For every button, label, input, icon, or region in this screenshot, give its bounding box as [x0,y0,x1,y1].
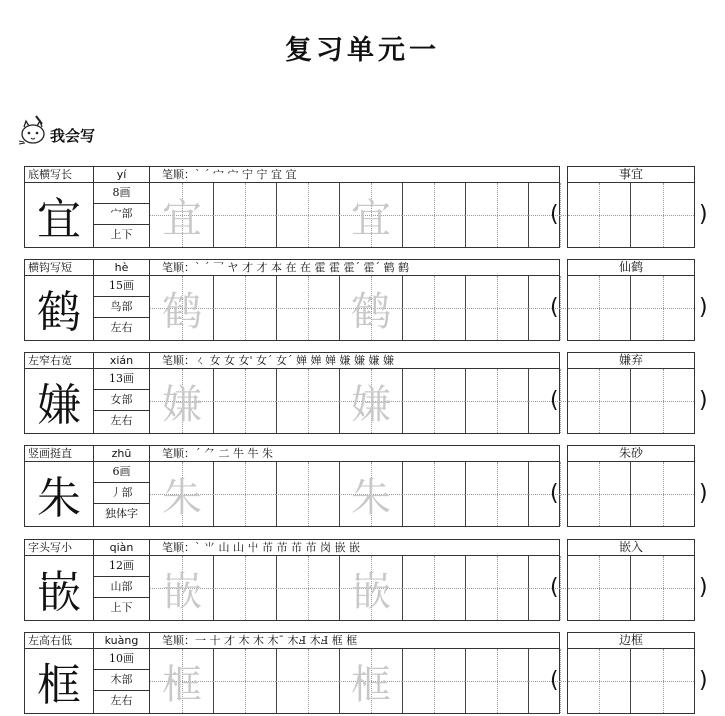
stroke-order-prefix: 笔顺： [162,168,195,181]
practice-square[interactable] [213,369,277,433]
cat-pencil-icon [18,114,48,148]
word-square[interactable] [631,183,694,247]
pinyin: zhū [93,445,150,462]
practice-square[interactable] [339,462,403,526]
word-label: 嫌弃 [567,352,695,369]
trace-character: 框 [351,661,391,708]
stroke-order-prefix: 笔顺： [162,261,195,274]
section-label: 我会写 [50,127,96,145]
radical: 丿部 [93,482,150,504]
stroke-count: 6画 [93,461,150,483]
structure: 独体字 [93,503,150,527]
stroke-order [149,166,560,183]
word-grid [567,368,695,434]
stroke-order-prefix: 笔顺： [162,634,195,647]
model-character: 宜 [24,182,94,248]
open-paren: ( [550,668,559,693]
practice-square[interactable] [402,649,466,713]
open-paren: ( [550,388,559,413]
word-label: 朱砂 [567,445,695,462]
word-square[interactable] [631,462,694,526]
practice-square[interactable] [276,462,340,526]
model-character: 嵌 [24,555,94,621]
practice-square[interactable] [465,556,529,620]
radical: 鸟部 [93,296,150,318]
open-paren: ( [550,295,559,320]
word-square[interactable] [568,276,631,340]
radical: 女部 [93,389,150,411]
practice-square[interactable] [276,369,340,433]
trace-character: 朱 [351,474,391,521]
practice-square[interactable] [339,183,403,247]
page-title: 复习单元一 [285,35,440,66]
practice-square[interactable] [339,649,403,713]
character-block [24,445,720,529]
word-grid [567,555,695,621]
writing-rule: 横钩写短 [24,259,94,276]
practice-square[interactable] [402,183,466,247]
word-square[interactable] [568,183,631,247]
open-paren: ( [550,481,559,506]
close-paren: ) [699,668,708,693]
writing-rule: 左窄右宽 [24,352,94,369]
trace-character: 宜 [351,195,391,242]
word-label: 仙鹤 [567,259,695,276]
trace-character: 嫌 [162,381,202,428]
character-block [24,352,720,436]
stroke-order-sequence: ` ⺌ 山 山 屮 芇 芇 芇 芇 岗 嵌 嵌 [195,541,360,554]
stroke-order-prefix: 笔顺： [162,447,195,460]
section-heading [18,112,95,148]
writing-rule: 底横写长 [24,166,94,183]
word-grid [567,182,695,248]
writing-rule: 左高右低 [24,632,94,649]
structure: 左右 [93,690,150,714]
model-character: 鹤 [24,275,94,341]
pinyin: xián [93,352,150,369]
practice-square[interactable] [213,556,277,620]
open-paren: ( [550,202,559,227]
close-paren: ) [699,575,708,600]
word-square[interactable] [568,462,631,526]
practice-square[interactable] [465,649,529,713]
trace-character: 嫌 [351,381,391,428]
stroke-order-sequence: ㄑ 女 女 女' 女ˊ 女ˊ 婵 婵 婵 嫌 嫌 嫌 嫌 [195,354,394,367]
structure: 上下 [93,224,150,248]
structure: 左右 [93,410,150,434]
stroke-order [149,539,560,556]
close-paren: ) [699,481,708,506]
trace-character: 朱 [162,474,202,521]
pinyin: kuàng [93,632,150,649]
practice-grid [149,648,560,714]
stroke-count: 12画 [93,555,150,577]
practice-square[interactable] [402,369,466,433]
word-square[interactable] [631,649,694,713]
practice-square[interactable] [150,369,214,433]
structure: 左右 [93,317,150,341]
stroke-count: 13画 [93,368,150,390]
practice-square[interactable] [402,276,466,340]
pinyin: hè [93,259,150,276]
model-character: 框 [24,648,94,714]
practice-square[interactable] [339,276,403,340]
practice-square[interactable] [150,183,214,247]
stroke-order-prefix: 笔顺： [162,354,195,367]
practice-grid [149,275,560,341]
practice-square[interactable] [150,276,214,340]
open-paren: ( [550,575,559,600]
practice-square[interactable] [150,462,214,526]
stroke-order-sequence: 一 十 才 木 木 木ˉ 木Ⅎ 木Ⅎ 框 框 [195,634,358,647]
practice-square[interactable] [402,462,466,526]
stroke-order [149,352,560,369]
practice-square[interactable] [150,649,214,713]
practice-square[interactable] [465,276,529,340]
practice-square[interactable] [339,556,403,620]
stroke-order-sequence: ˊ ⺈ 二 牛 牛 朱 [195,447,273,460]
trace-character: 鹤 [351,288,391,335]
stroke-count: 15画 [93,275,150,297]
stroke-order [149,632,560,649]
word-label: 嵌入 [567,539,695,556]
pinyin: qiàn [93,539,150,556]
structure: 上下 [93,597,150,621]
pinyin: yí [93,166,150,183]
close-paren: ) [699,388,708,413]
writing-rule: 字头写小 [24,539,94,556]
stroke-order-prefix: 笔顺： [162,541,195,554]
stroke-order [149,259,560,276]
radical: 宀部 [93,203,150,225]
word-label: 边框 [567,632,695,649]
word-label: 事宜 [567,166,695,183]
radical: 山部 [93,576,150,598]
trace-character: 嵌 [162,568,202,615]
stroke-order-sequence: ` ˊ 乛 ヤ 才 才 本 在 在 霍 霍 霍ˊ 霍ˊ 鹤 鹤 [195,261,409,274]
model-character: 嫌 [24,368,94,434]
word-grid [567,275,695,341]
practice-square[interactable] [276,649,340,713]
practice-grid [149,182,560,248]
practice-grid [149,555,560,621]
character-block [24,539,720,623]
stroke-count: 10画 [93,648,150,670]
word-grid [567,648,695,714]
practice-square[interactable] [213,183,277,247]
practice-square[interactable] [402,556,466,620]
trace-character: 框 [162,661,202,708]
practice-square[interactable] [276,556,340,620]
word-square[interactable] [568,369,631,433]
radical: 木部 [93,669,150,691]
word-square[interactable] [631,369,694,433]
character-block [24,632,720,716]
model-character: 朱 [24,461,94,527]
stroke-count: 8画 [93,182,150,204]
practice-square[interactable] [339,369,403,433]
practice-square[interactable] [465,369,529,433]
practice-square[interactable] [213,462,277,526]
word-square[interactable] [568,556,631,620]
trace-character: 鹤 [162,288,202,335]
practice-square[interactable] [465,462,529,526]
word-square[interactable] [631,276,694,340]
practice-square[interactable] [213,276,277,340]
practice-grid [149,461,560,527]
stroke-order-sequence: ` ˊ 宀 宀 宁 宁 宜 宜 [195,168,297,181]
trace-character: 宜 [162,195,202,242]
character-block [24,259,720,343]
trace-character: 嵌 [351,568,391,615]
word-square[interactable] [631,556,694,620]
practice-grid [149,368,560,434]
word-square[interactable] [568,649,631,713]
close-paren: ) [699,295,708,320]
word-grid [567,461,695,527]
practice-square[interactable] [213,649,277,713]
practice-square[interactable] [150,556,214,620]
character-block [24,166,720,250]
close-paren: ) [699,202,708,227]
practice-square[interactable] [465,183,529,247]
practice-square[interactable] [276,276,340,340]
stroke-order [149,445,560,462]
writing-rule: 竖画挺直 [24,445,94,462]
practice-square[interactable] [276,183,340,247]
